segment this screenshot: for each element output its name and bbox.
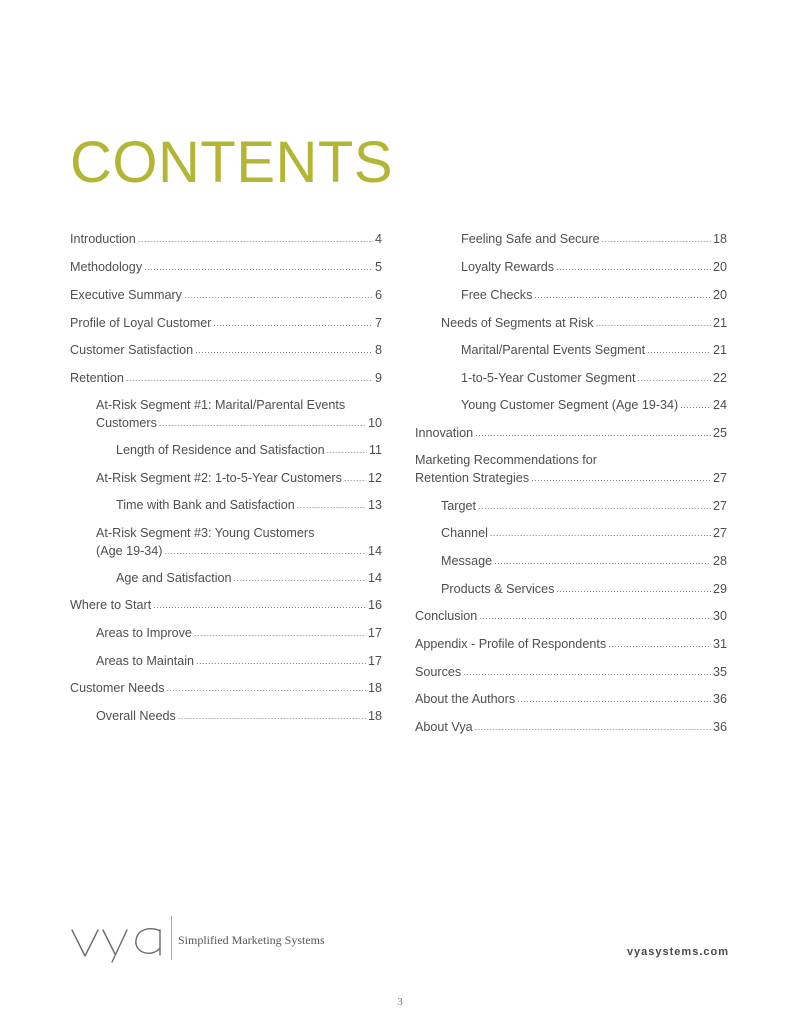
toc-entry-text: Where to Start	[70, 598, 152, 612]
toc-entry-page: 18	[712, 232, 727, 246]
dot-leader	[159, 414, 366, 432]
toc-entry-page: 35	[712, 665, 727, 679]
toc-entry-page: 24	[712, 398, 727, 412]
toc-entry-text-continued: Customers	[96, 416, 157, 430]
toc-entry[interactable]	[70, 596, 382, 615]
toc-entry[interactable]	[415, 635, 727, 654]
toc-entry[interactable]	[415, 718, 727, 737]
toc-entry-page: 14	[367, 571, 382, 585]
toc-entry[interactable]	[415, 341, 727, 360]
toc-entry[interactable]	[415, 230, 727, 249]
toc-entry-text: Age and Satisfaction	[116, 571, 232, 585]
toc-entry-page: 27	[712, 471, 727, 485]
toc-entry[interactable]	[415, 258, 727, 277]
toc-entry[interactable]	[70, 679, 382, 698]
toc-entry-text: Sources	[415, 665, 462, 679]
toc-entry-text: Introduction	[70, 232, 136, 246]
toc-entry-page: 17	[367, 654, 382, 668]
toc-entry-text: Conclusion	[415, 609, 478, 623]
toc-entry-text: Areas to Maintain	[96, 654, 195, 668]
toc-entry-page: 27	[712, 499, 727, 513]
toc-entry-page: 9	[374, 371, 382, 385]
toc-entry[interactable]	[70, 314, 382, 333]
toc-entry-page: 22	[712, 371, 727, 385]
dot-leader	[556, 580, 711, 598]
toc-entry-page: 18	[367, 709, 382, 723]
toc-entry-text: Marital/Parental Events Segment	[461, 343, 646, 357]
dot-leader	[638, 369, 711, 387]
toc-entry-text: Marketing Recommendations for	[415, 453, 597, 467]
toc-entry[interactable]	[415, 424, 727, 443]
dot-leader	[596, 314, 711, 332]
toc-entry-page: 12	[367, 471, 382, 485]
toc-entry-text: Profile of Loyal Customer	[70, 316, 212, 330]
toc-entry-page: 29	[712, 582, 727, 596]
toc-entry-text: Areas to Improve	[96, 626, 192, 640]
dot-leader	[494, 552, 711, 570]
toc-entry-text: At-Risk Segment #1: Marital/Parental Events	[96, 398, 346, 412]
dot-leader	[194, 624, 366, 642]
toc-entry-text: At-Risk Segment #3: Young Customers	[96, 526, 315, 540]
toc-entry[interactable]	[415, 580, 727, 599]
toc-entry-page: 6	[374, 288, 382, 302]
page-title: CONTENTS	[70, 130, 393, 195]
toc-entry-text: Methodology	[70, 260, 143, 274]
toc-entry[interactable]	[415, 552, 727, 571]
dot-leader	[178, 707, 366, 725]
toc-entry-page: 5	[374, 260, 382, 274]
dot-leader	[297, 496, 366, 514]
toc-entry[interactable]	[415, 396, 727, 415]
toc-entry[interactable]	[415, 607, 727, 626]
dot-leader	[479, 607, 711, 625]
dot-leader	[138, 230, 373, 248]
dot-leader	[126, 369, 373, 387]
toc-entry-page: 20	[712, 288, 727, 302]
toc-entry[interactable]	[70, 469, 382, 488]
dot-leader	[517, 690, 711, 708]
toc-entry[interactable]	[70, 286, 382, 305]
toc-entry-page: 4	[374, 232, 382, 246]
toc-entry-page: 13	[367, 498, 382, 512]
toc-entry-text: Overall Needs	[96, 709, 176, 723]
dot-leader	[167, 679, 366, 697]
toc-entry-page: 36	[712, 720, 727, 734]
dot-leader	[680, 396, 711, 414]
toc-entry[interactable]	[70, 341, 382, 360]
toc-entry-page: 20	[712, 260, 727, 274]
dot-leader	[195, 341, 373, 359]
toc-entry[interactable]	[70, 707, 382, 726]
page-number: 3	[397, 996, 403, 1008]
toc-entry[interactable]	[415, 314, 727, 333]
dot-leader	[608, 635, 711, 653]
toc-entry[interactable]	[70, 369, 382, 388]
toc-entry[interactable]	[70, 524, 382, 561]
toc-entry-text: Message	[441, 554, 493, 568]
toc-entry[interactable]	[415, 663, 727, 682]
dot-leader	[234, 569, 366, 587]
dot-leader	[184, 286, 373, 304]
toc-entry-page: 8	[374, 343, 382, 357]
dot-leader	[463, 663, 711, 681]
dot-leader	[165, 542, 366, 560]
dot-leader	[344, 469, 366, 487]
toc-entry-page: 7	[374, 316, 382, 330]
toc-entry-text: Retention	[70, 371, 124, 385]
dot-leader	[602, 230, 711, 248]
dot-leader	[144, 258, 373, 276]
toc-entry[interactable]	[415, 369, 727, 388]
toc-entry-text: Needs of Segments at Risk	[441, 316, 594, 330]
toc-entry-page: 17	[367, 626, 382, 640]
dot-leader	[213, 314, 373, 332]
dot-leader	[196, 652, 366, 670]
toc-entry[interactable]	[415, 286, 727, 305]
dot-leader	[475, 718, 711, 736]
toc-entry-page: 11	[368, 443, 382, 457]
dot-leader	[531, 469, 711, 487]
toc-entry[interactable]	[415, 451, 727, 488]
dot-leader	[534, 286, 711, 304]
toc-entry-page: 21	[712, 316, 727, 330]
toc-entry-text: Young Customer Segment (Age 19-34)	[461, 398, 679, 412]
toc-entry[interactable]	[70, 396, 382, 433]
toc-entry-page: 21	[712, 343, 727, 357]
toc-entry-text: About the Authors	[415, 692, 516, 706]
dot-leader	[327, 441, 367, 459]
toc-entry-text: At-Risk Segment #2: 1-to-5-Year Customers	[96, 471, 342, 485]
toc-entry-text: Channel	[441, 526, 488, 540]
vya-logo	[70, 918, 170, 964]
toc-entry-text: Appendix - Profile of Respondents	[415, 637, 607, 651]
toc-entry-page: 27	[712, 526, 727, 540]
toc-entry-text: About Vya	[415, 720, 473, 734]
toc-entry-page: 31	[712, 637, 727, 651]
toc-entry[interactable]	[70, 230, 382, 249]
toc-entry-text-continued: Retention Strategies	[415, 471, 530, 485]
toc-entry-page: 30	[712, 609, 727, 623]
toc-entry[interactable]	[415, 524, 727, 543]
toc-entry-page: 36	[712, 692, 727, 706]
toc-entry-text: Free Checks	[461, 288, 533, 302]
dot-leader	[475, 424, 711, 442]
toc-entry[interactable]	[70, 441, 382, 460]
dot-leader	[556, 258, 711, 276]
dot-leader	[647, 341, 711, 359]
toc-entry-text: Loyalty Rewards	[461, 260, 555, 274]
toc-entry[interactable]	[70, 258, 382, 277]
toc-entry-text: Executive Summary	[70, 288, 182, 302]
company-tagline: Simplified Marketing Systems	[178, 933, 325, 947]
toc-entry-page: 10	[367, 416, 382, 430]
toc-entry-page: 18	[367, 681, 382, 695]
website-link[interactable]: vyasystems.com	[626, 946, 729, 958]
toc-entry-text: Target	[441, 499, 477, 513]
toc-entry-page: 25	[712, 426, 727, 440]
toc-entry[interactable]	[70, 569, 382, 588]
toc-entry-text: Length of Residence and Satisfaction	[116, 443, 325, 457]
toc-entry-text-continued: (Age 19-34)	[96, 544, 163, 558]
dot-leader	[153, 596, 366, 614]
toc-entry[interactable]	[70, 496, 382, 515]
toc-entry-text: Customer Needs	[70, 681, 165, 695]
toc-entry-text: Innovation	[415, 426, 474, 440]
logo-divider	[171, 916, 172, 960]
toc-entry-page: 14	[367, 544, 382, 558]
toc-entry[interactable]	[415, 497, 727, 516]
dot-leader	[490, 524, 711, 542]
toc-entry-text: Customer Satisfaction	[70, 343, 194, 357]
toc-entry[interactable]	[70, 652, 382, 671]
toc-entry[interactable]	[415, 690, 727, 709]
toc-entry-text: Products & Services	[441, 582, 555, 596]
dot-leader	[478, 497, 711, 515]
toc-entry-page: 16	[367, 598, 382, 612]
toc-entry-text: Feeling Safe and Secure	[461, 232, 600, 246]
toc-entry-text: 1-to-5-Year Customer Segment	[461, 371, 636, 385]
toc-entry[interactable]	[70, 624, 382, 643]
toc-entry-page: 28	[712, 554, 727, 568]
toc-entry-text: Time with Bank and Satisfaction	[116, 498, 295, 512]
